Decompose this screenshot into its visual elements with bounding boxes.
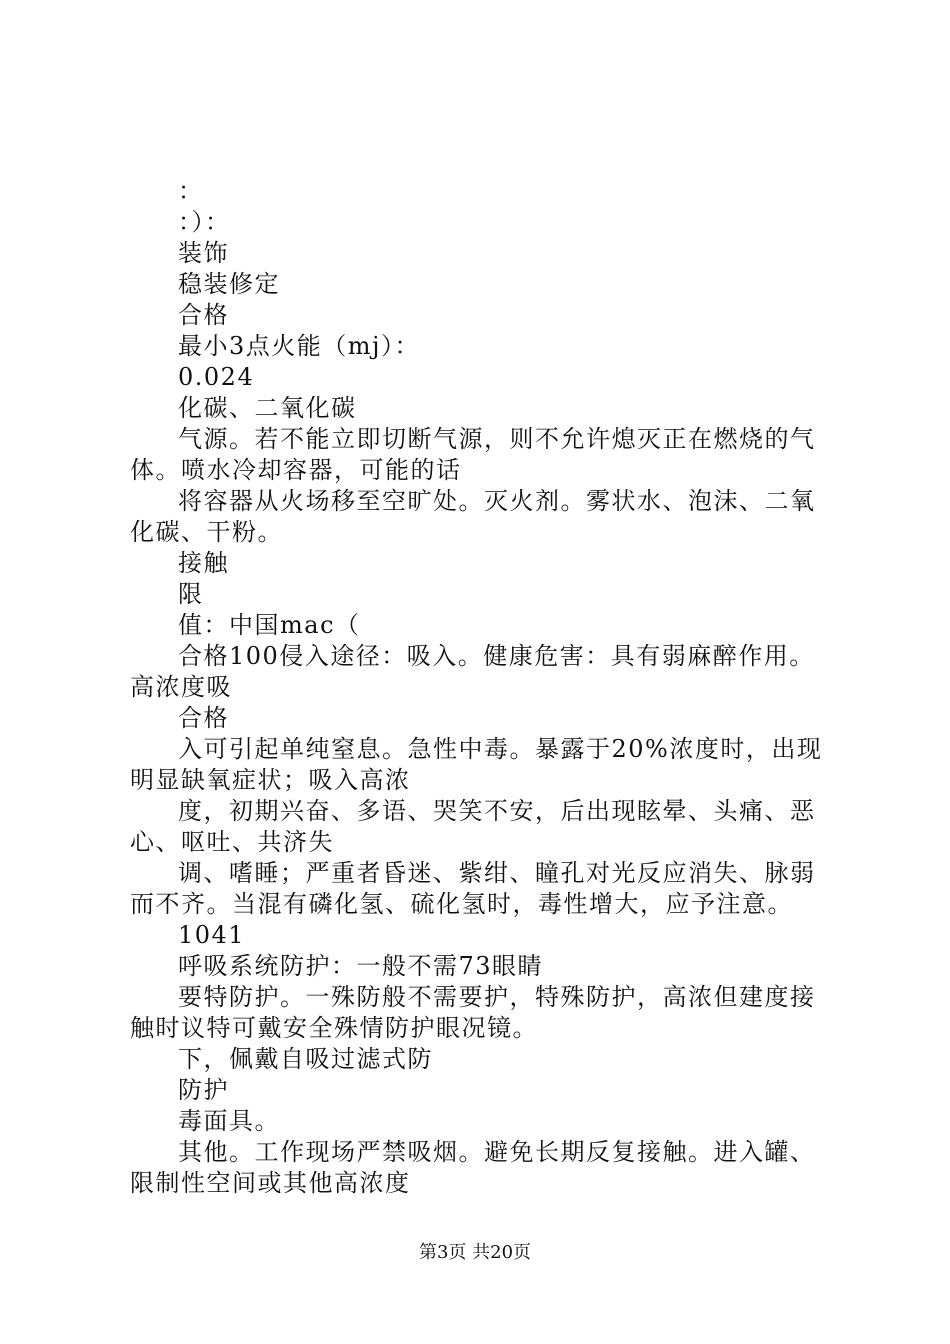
paragraph: 将容器从火场移至空旷处。灭火剂。雾状水、泡沫、二氧化碳、干粉。 [130, 487, 816, 546]
paragraph: 合格 [178, 301, 229, 329]
paragraph: 稳装修定 [178, 270, 280, 298]
paragraph: 要特防护。一殊防般不需要护，特殊防护，高浓但建度接触时议特可戴安全殊情防护眼况镜。 [130, 983, 816, 1042]
paragraph: 合格 [178, 704, 229, 732]
paragraph: 下，佩戴自吸过滤式防 [178, 1045, 433, 1073]
paragraph: 其他。工作现场严禁吸烟。避免长期反复接触。进入罐、限制性空间或其他高浓度 [130, 1138, 816, 1197]
paragraph: 最小3点火能（mj）： [178, 332, 420, 360]
paragraph: 毒面具。 [178, 1107, 280, 1135]
document-body [130, 176, 836, 1199]
paragraph: 入可引起单纯窒息。急性中毒。暴露于20%浓度时，出现明显缺氧症状；吸入高浓 [130, 735, 823, 794]
paragraph: 0.024 [178, 363, 255, 391]
paragraph: 度，初期兴奋、多语、哭笑不安，后出现眩晕、头痛、恶心、呕吐、共济失 [130, 797, 816, 856]
paragraph: 值：中国mac（ [178, 611, 361, 639]
paragraph: 化碳、二氧化碳 [178, 394, 357, 422]
paragraph: 限 [178, 580, 204, 608]
paragraph: 合格100侵入途径：吸入。健康危害：具有弱麻醉作用。高浓度吸 [130, 642, 815, 701]
paragraph: 装饰 [178, 239, 229, 267]
paragraph: 防护 [178, 1076, 229, 1104]
paragraph: ： [178, 177, 204, 205]
page-footer: 第3页 共20页 [418, 1242, 532, 1263]
paragraph: 1041 [178, 921, 246, 949]
paragraph: 气源。若不能立即切断气源，则不允许熄灭正在燃烧的气体。喷水冷却容器，可能的话 [130, 425, 816, 484]
paragraph: ：）： [178, 208, 231, 236]
paragraph: 接触 [178, 549, 229, 577]
paragraph: 呼吸系统防护：一般不需73眼睛 [178, 952, 544, 980]
paragraph: 调、嗜睡；严重者昏迷、紫绀、瞳孔对光反应消失、脉弱而不齐。当混有磷化氢、硫化氢时，毒性增大，应予注意。 [130, 859, 816, 918]
